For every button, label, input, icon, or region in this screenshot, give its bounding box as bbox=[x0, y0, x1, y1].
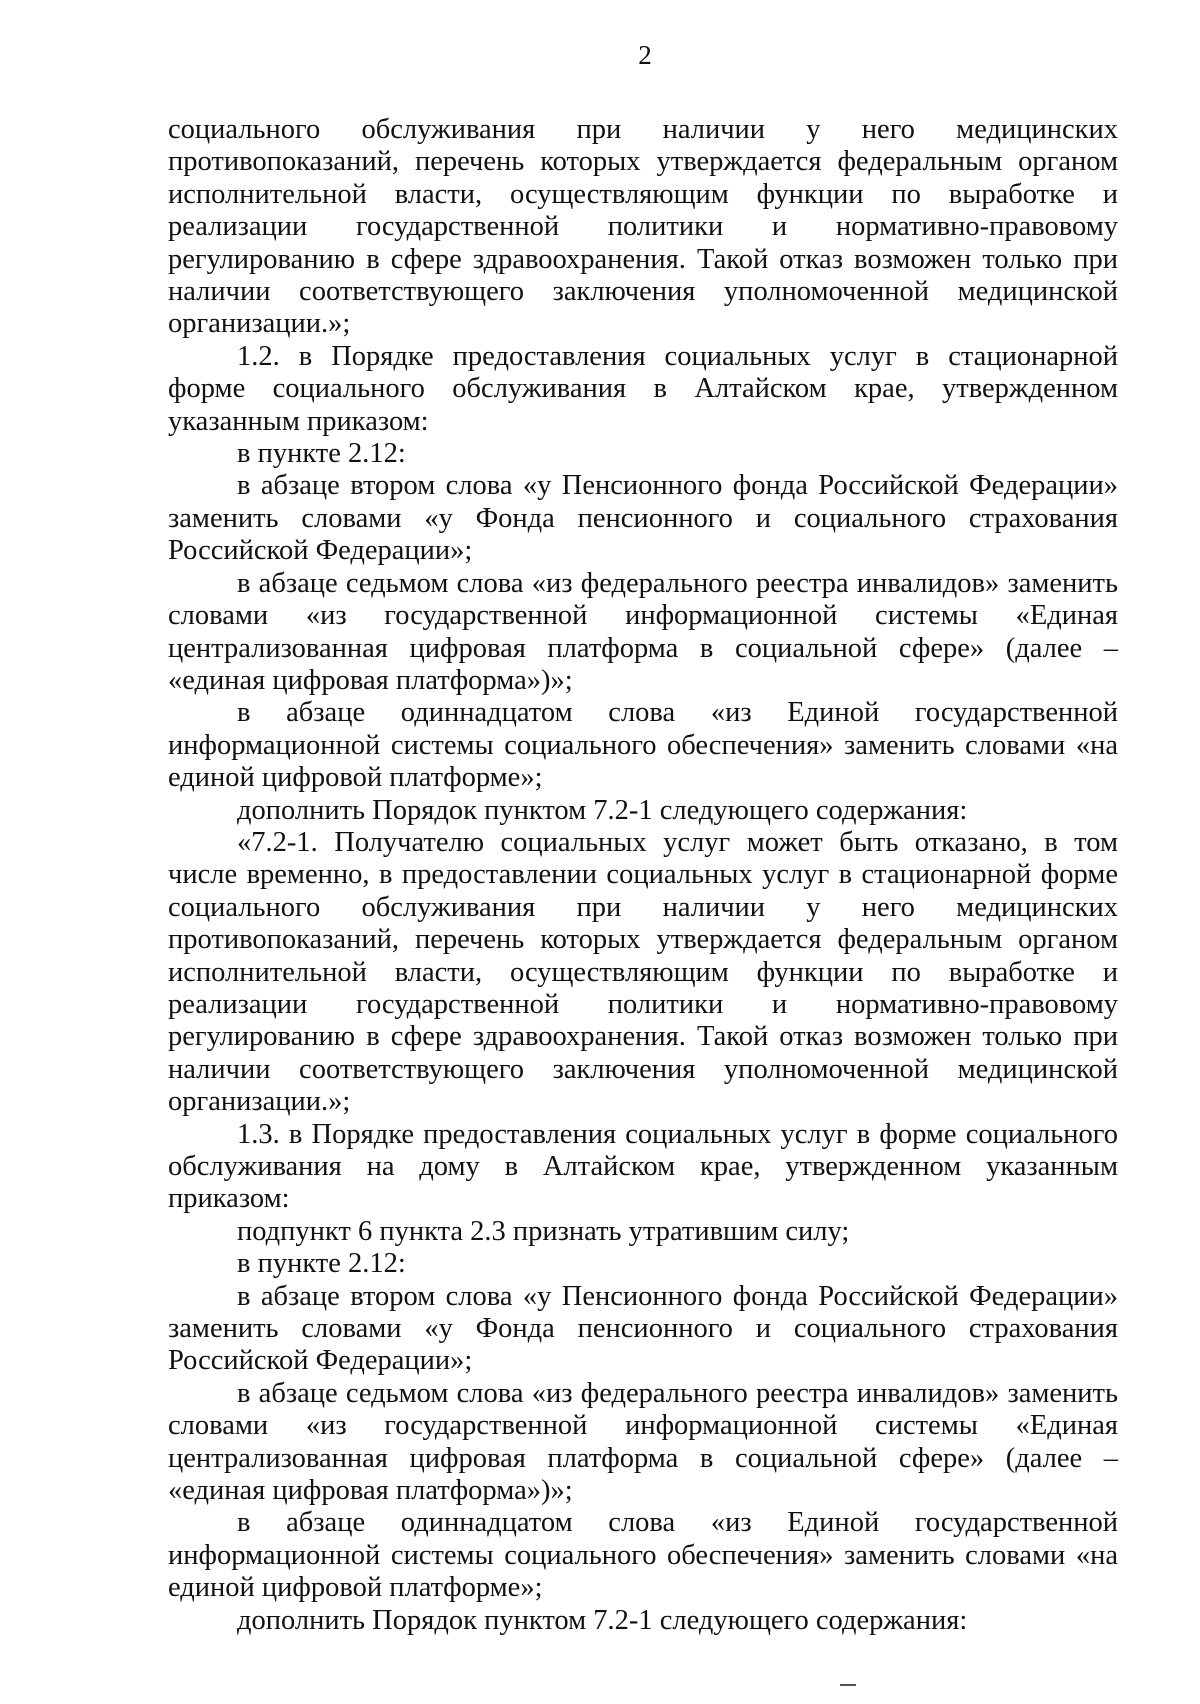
paragraph-seventh-abzac: в абзаце седьмом слова «из федерального реестра инвалидов» заменить словами «из государственной информационной системы «Единая централизованная цифровая платформа в социальной сфере» (далее – «единая цифровая платформа»)»; bbox=[168, 1377, 1118, 1507]
paragraph-point-2-12: в пункте 2.12: bbox=[237, 438, 406, 470]
paragraph-add-point: дополнить Порядок пунктом 7.2-1 следующего содержания: bbox=[237, 1604, 968, 1636]
paragraph-second-abzac: в абзаце втором слова «у Пенсионного фонда Российской Федерации» заменить словами «у Фонда пенсионного и социального страхования Российской Федерации»; bbox=[168, 470, 1118, 567]
paragraph-eleventh-abzac: в абзаце одиннадцатом слова «из Единой государственной информационной системы социального обеспечения» заменить словами «на единой цифровой платформе»; bbox=[168, 1507, 1118, 1604]
paragraph-point-7-2-1: «7.2-1. Получателю социальных услуг может быть отказано, в том числе временно, в предоставлении социальных услуг в стационарной форме социального обслуживания при наличии у него медицинских противопоказаний, перечень которых утверждается федеральным органом исполнительной власти, осуществляющим функции по выработке и реализации государственной политики и нормативно-правовому регулированию в сфере здравоохранения. Такой отказ возможен только при наличии соответствующего заключения уполномоченной медицинской организации.»; bbox=[168, 826, 1118, 1118]
paragraph-item-1-2: 1.2. в Порядке предоставления социальных услуг в стационарной форме социального обслуживания в Алтайском крае, утвержденном указанным приказом: bbox=[168, 340, 1118, 437]
document-body bbox=[168, 114, 1118, 1637]
page-number: 2 bbox=[638, 40, 652, 70]
paragraph-continuation: социального обслуживания при наличии у него медицинских противопоказаний, перечень которых утверждается федеральным органом исполнительной власти, осуществляющим функции по выработке и реализации государственной политики и нормативно-правовому регулированию в сфере здравоохранения. Такой отказ возможен только при наличии соответствующего заключения уполномоченной медицинской организации.»; bbox=[168, 114, 1118, 340]
paragraph-item-1-3: 1.3. в Порядке предоставления социальных услуг в форме социального обслуживания на дому в Алтайском крае, утвержденном указанным приказом: bbox=[168, 1118, 1118, 1215]
paragraph-add-point: дополнить Порядок пунктом 7.2-1 следующего содержания: bbox=[237, 794, 968, 826]
paragraph-second-abzac: в абзаце втором слова «у Пенсионного фонда Российской Федерации» заменить словами «у Фонда пенсионного и социального страхования Российской Федерации»; bbox=[168, 1280, 1118, 1377]
scan-mark bbox=[840, 1684, 856, 1686]
paragraph-seventh-abzac: в абзаце седьмом слова «из федерального реестра инвалидов» заменить словами «из государственной информационной системы «Единая централизованная цифровая платформа в социальной сфере» (далее – «единая цифровая платформа»)»; bbox=[168, 567, 1118, 696]
paragraph-point-2-12: в пункте 2.12: bbox=[237, 1248, 406, 1280]
paragraph-eleventh-abzac: в абзаце одиннадцатом слова «из Единой государственной информационной системы социального обеспечения» заменить словами «на единой цифровой платформе»; bbox=[168, 697, 1118, 794]
paragraph-subpoint-6: подпункт 6 пункта 2.3 признать утратившим силу; bbox=[237, 1215, 850, 1247]
